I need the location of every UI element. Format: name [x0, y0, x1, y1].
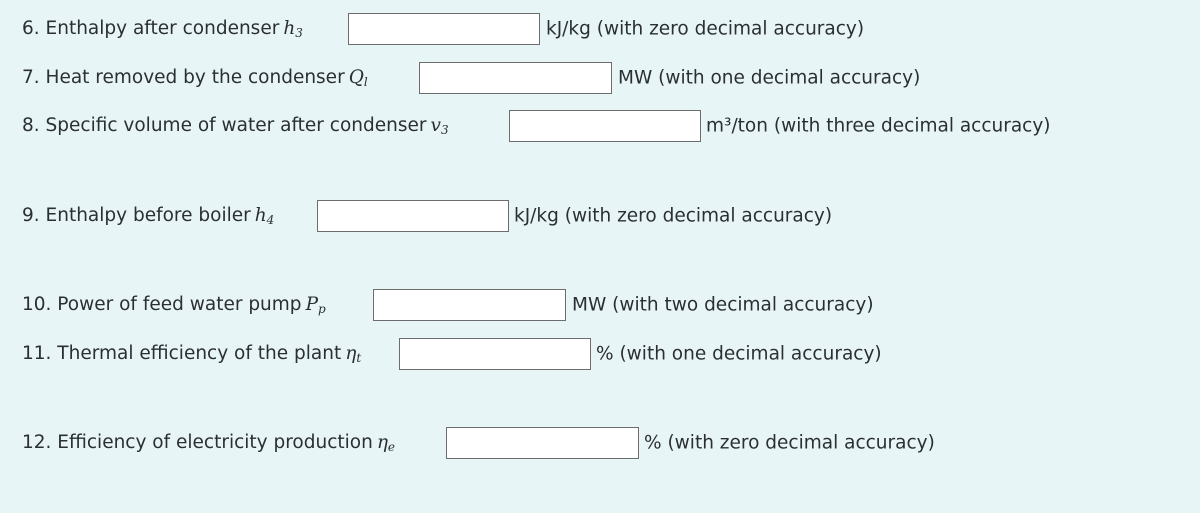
- symbol-eta-t: $\eta_t$: [345, 343, 362, 365]
- answer-input-pp[interactable]: [373, 289, 566, 321]
- question-label-8: 8. Specific volume of water after condenser $v_3$: [22, 115, 449, 137]
- unit-label-8: m³/ton (with three decimal accuracy): [706, 115, 1051, 137]
- question-label-9: 9. Enthalpy before boiler $h_4$: [22, 205, 275, 227]
- symbol-pp: $P_p$: [305, 294, 326, 316]
- answer-input-h3[interactable]: [348, 13, 540, 45]
- unit-label-9: kJ/kg (with zero decimal accuracy): [514, 205, 833, 227]
- question-label-6: 6. Enthalpy after condenser $h_3$: [22, 18, 303, 40]
- answer-input-ql[interactable]: [419, 62, 612, 94]
- question-label-11: 11. Thermal efficiency of the plant $\eta_t$: [22, 343, 362, 365]
- symbol-ql: $Q_l$: [348, 67, 368, 89]
- answer-input-h4[interactable]: [317, 200, 509, 232]
- symbol-v3: $v_3$: [430, 115, 449, 137]
- unit-label-7: MW (with one decimal accuracy): [618, 67, 921, 89]
- question-label-7: 7. Heat removed by the condenser $Q_l$: [22, 67, 368, 89]
- unit-label-12: % (with zero decimal accuracy): [644, 432, 935, 454]
- symbol-h4: $h_4$: [254, 205, 275, 227]
- answer-input-v3[interactable]: [509, 110, 701, 142]
- answer-input-eta-t[interactable]: [399, 338, 591, 370]
- symbol-h3: $h_3$: [283, 18, 303, 40]
- unit-label-6: kJ/kg (with zero decimal accuracy): [546, 18, 865, 40]
- unit-label-11: % (with one decimal accuracy): [596, 343, 882, 365]
- question-label-10: 10. Power of feed water pump $P_p$: [22, 294, 326, 316]
- symbol-eta-e: $\eta_e$: [376, 432, 396, 454]
- answer-input-eta-e[interactable]: [446, 427, 639, 459]
- question-label-12: 12. Efficiency of electricity production $\eta_e$: [22, 432, 396, 454]
- unit-label-10: MW (with two decimal accuracy): [572, 294, 874, 316]
